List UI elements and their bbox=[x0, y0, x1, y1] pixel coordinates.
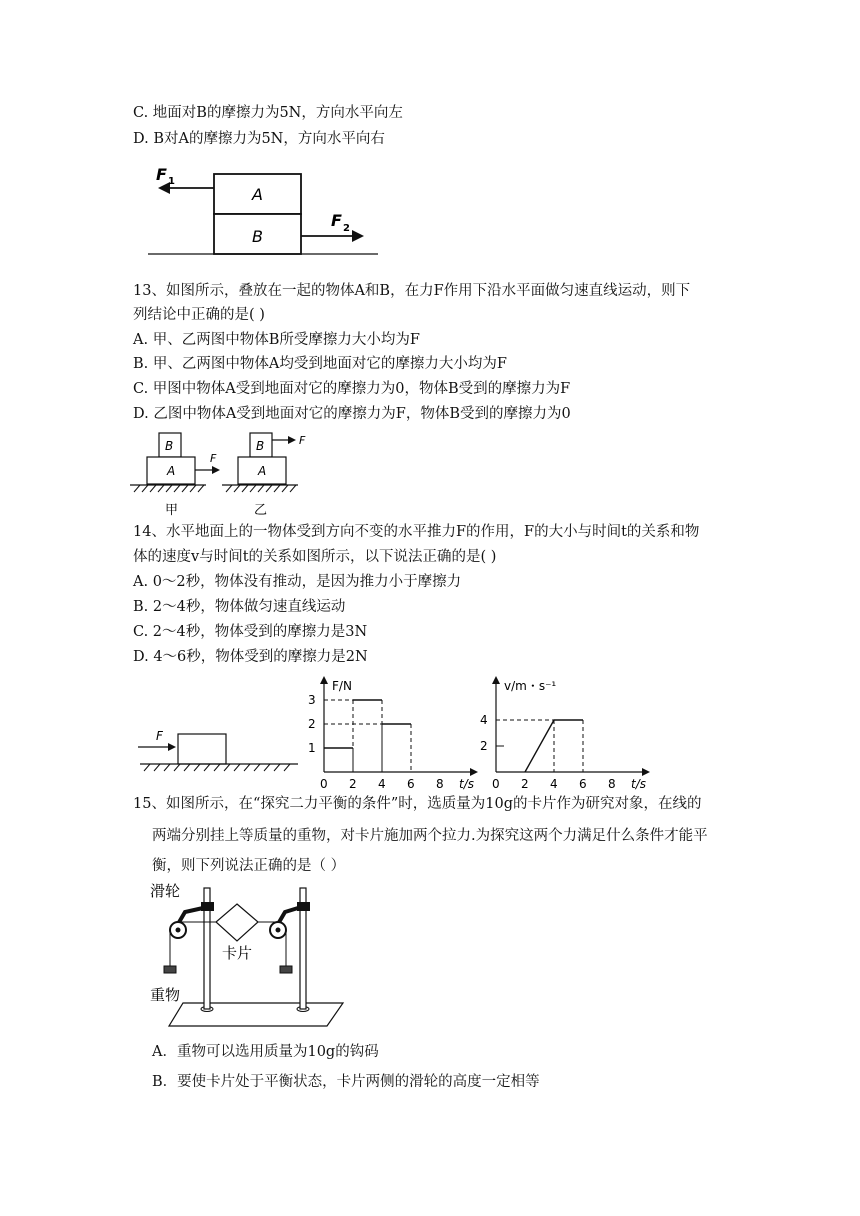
label-yi: 乙 bbox=[254, 503, 268, 518]
q15-option-b: B．要使卡片处于平衡状态，卡片两侧的滑轮的高度一定相等 bbox=[152, 1074, 540, 1090]
q14-stem-line2: 体的速度v与时间t的关系如图所示，以下说法正确的是( ) bbox=[133, 549, 497, 565]
svg-text:A: A bbox=[167, 464, 176, 478]
f2-subscript: 2 bbox=[343, 223, 350, 234]
f2-label: F bbox=[331, 211, 342, 230]
q14-option-b: B. 2～4秒，物体做匀速直线运动 bbox=[133, 599, 346, 615]
y-tick-label: 2 bbox=[480, 739, 488, 753]
x-tick-label: 6 bbox=[407, 777, 415, 791]
y-tick-label: 3 bbox=[308, 693, 316, 707]
chart-velocity-vs-time bbox=[476, 672, 656, 794]
svg-text:B: B bbox=[165, 439, 174, 453]
q12-figure-blocks bbox=[148, 160, 378, 260]
svg-text:F: F bbox=[210, 452, 217, 465]
q14-option-d: D. 4～6秒，物体受到的摩擦力是2N bbox=[133, 649, 368, 665]
label-jia: 甲 bbox=[165, 503, 179, 518]
pulley-label: 滑轮 bbox=[150, 882, 181, 900]
q15-stem-line1: 15、如图所示，在“探究二力平衡的条件”时，选质量为10g的卡片作为研究对象，在线的 bbox=[133, 796, 702, 812]
card-label: 卡片 bbox=[222, 944, 253, 962]
x-tick-label: 0 bbox=[320, 777, 328, 791]
x-tick-label: 4 bbox=[550, 777, 558, 791]
x-tick-label: 6 bbox=[579, 777, 587, 791]
x-tick-label: 2 bbox=[521, 777, 529, 791]
y-axis-arrow bbox=[492, 676, 500, 684]
q13-option-a: A. 甲、乙两图中物体B所受摩擦力大小均为F bbox=[133, 332, 420, 348]
f1-subscript: 1 bbox=[168, 176, 175, 187]
q15-stem-line2: 两端分别挂上等质量的重物，对卡片施加两个拉力.为探究这两个力满足什么条件才能平 bbox=[152, 828, 708, 844]
y-axis-label: v/m・s⁻¹ bbox=[504, 679, 557, 693]
q12-option-d: D. B对A的摩擦力为5N，方向水平向右 bbox=[133, 131, 385, 147]
q13-option-b: B. 甲、乙两图中物体A均受到地面对它的摩擦力大小均为F bbox=[133, 356, 507, 372]
y-tick-label: 4 bbox=[480, 713, 488, 727]
weight-label: 重物 bbox=[150, 986, 181, 1004]
q12-option-c: C. 地面对B的摩擦力为5N，方向水平向左 bbox=[133, 105, 403, 121]
x-axis-arrow bbox=[642, 768, 650, 776]
y-tick-label: 1 bbox=[308, 741, 316, 755]
x-tick-label: 8 bbox=[608, 777, 616, 791]
f1-label: F bbox=[156, 165, 167, 184]
block-a-label: A bbox=[252, 185, 263, 204]
q15-option-a: A．重物可以选用质量为10g的钩码 bbox=[152, 1044, 379, 1060]
y-tick-label: 2 bbox=[308, 717, 316, 731]
x-axis-label: t/s bbox=[631, 777, 646, 791]
y-axis-label: F/N bbox=[332, 679, 352, 693]
q14-option-a: A. 0～2秒，物体没有推动，是因为推力小于摩擦力 bbox=[133, 574, 462, 590]
q13-stem-line2: 列结论中正确的是( ) bbox=[133, 307, 265, 323]
svg-text:F: F bbox=[299, 434, 306, 447]
q13-option-d: D. 乙图中物体A受到地面对它的摩擦力为F，物体B受到的摩擦力为0 bbox=[133, 406, 571, 422]
x-tick-label: 0 bbox=[492, 777, 500, 791]
x-tick-label: 2 bbox=[349, 777, 357, 791]
q13-figure-jia-yi bbox=[130, 430, 310, 520]
q14-stem-line1: 14、水平地面上的一物体受到方向不变的水平推力F的作用，F的大小与时间t的关系和物 bbox=[133, 524, 700, 540]
q14-pushed-block-figure bbox=[138, 726, 303, 776]
svg-text:B: B bbox=[256, 439, 265, 453]
x-tick-label: 4 bbox=[378, 777, 386, 791]
q13-stem-line1: 13、如图所示，叠放在一起的物体A和B，在力F作用下沿水平面做匀速直线运动，则下 bbox=[133, 283, 691, 299]
x-tick-label: 8 bbox=[436, 777, 444, 791]
q15-stem-line3: 衡，则下列说法正确的是（ ） bbox=[152, 858, 346, 874]
svg-text:F: F bbox=[156, 729, 163, 743]
q14-option-c: C. 2～4秒，物体受到的摩擦力是3N bbox=[133, 624, 368, 640]
block-b-label: B bbox=[252, 227, 263, 246]
y-axis-arrow bbox=[320, 676, 328, 684]
x-axis-label: t/s bbox=[459, 777, 474, 791]
q13-option-c: C. 甲图中物体A受到地面对它的摩擦力为0，物体B受到的摩擦力为F bbox=[133, 381, 571, 397]
svg-text:A: A bbox=[258, 464, 267, 478]
chart-force-vs-time bbox=[300, 672, 480, 794]
q15-pulley-apparatus-figure bbox=[145, 878, 355, 1028]
